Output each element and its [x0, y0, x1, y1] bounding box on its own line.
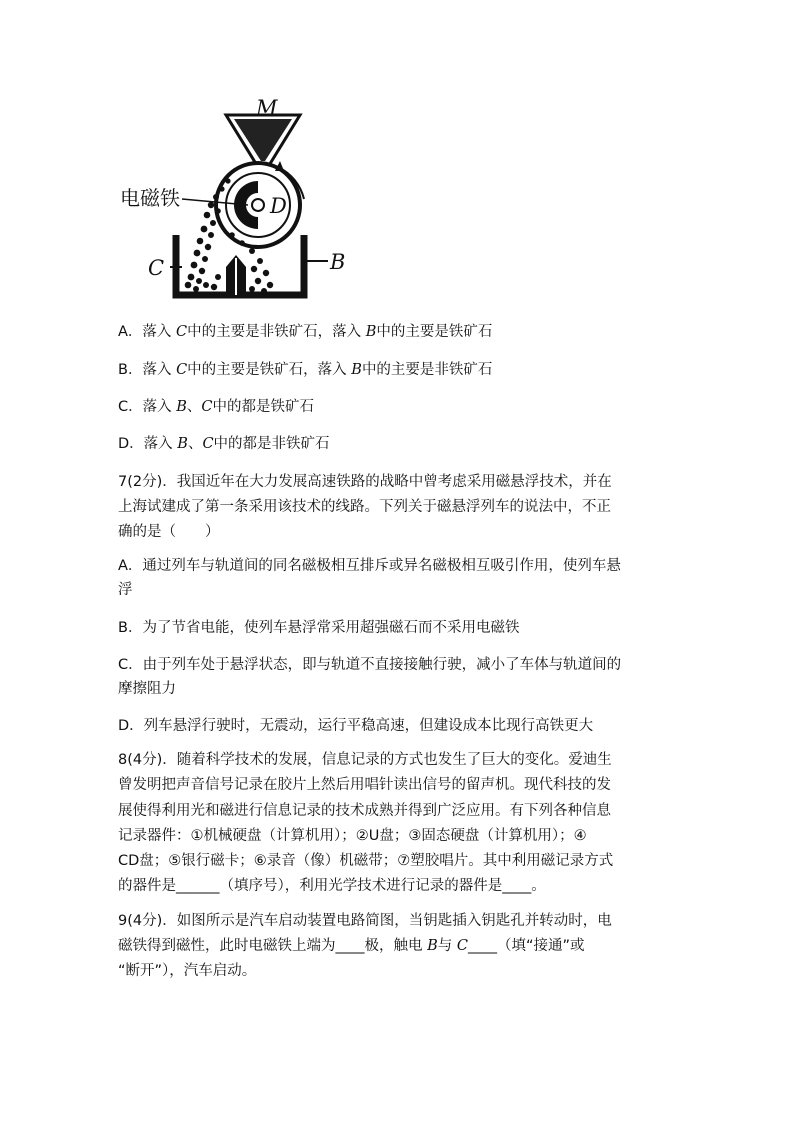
- drum-axle: [252, 199, 264, 211]
- q9-line-3: “断开”），汽车启动。: [118, 963, 257, 979]
- ore-separator-diagram: [118, 95, 363, 310]
- q9-line-2: 磁铁得到磁性，此时电磁铁上端为____极，触电 B与 C____（填“接通”或: [118, 938, 585, 954]
- label-d: D: [270, 194, 287, 218]
- q7-stem-line-1: 7(2分)．我国近年在大力发展高速铁路的战略中曾考虑采用磁悬浮技术，并在: [118, 474, 612, 490]
- q8-line-6: 的器件是______（填序号），利用光学技术进行记录的器件是____。: [118, 878, 546, 894]
- q6-option-c: C．落入 B、C中的都是铁矿石: [118, 399, 314, 415]
- q8-line-4: 记录器件：①机械硬盘（计算机用）；②U盘；③固态硬盘（计算机用）；④: [118, 828, 587, 844]
- q7-option-a-line-2: 浮: [118, 582, 133, 598]
- q7-option-d: D．列车悬浮行驶时，无震动，运行平稳高速，但建设成本比现行高铁更大: [118, 718, 594, 734]
- label-m: M: [256, 96, 278, 120]
- q8-line-3: 展使得利用光和磁进行信息记录的技术成熟并得到广泛应用。有下列各种信息: [118, 803, 611, 819]
- q7-option-c-line-1: C．由于列车处于悬浮状态，即与轨道不直接接触行驶，减小了车体与轨道间的: [118, 657, 622, 673]
- label-c: C: [148, 256, 165, 280]
- q7-stem-line-2: 上海试建成了第一条采用该技术的线路。下列关于磁悬浮列车的说法中，不正: [118, 499, 611, 515]
- q6-option-d: D．落入 B、C中的都是非铁矿石: [118, 436, 330, 452]
- q7-option-a-line-1: A．通过列车与轨道间的同名磁极相互排斥或异名磁极相互吸引作用，使列车悬: [118, 558, 621, 574]
- q6-option-a: A．落入 C中的主要是非铁矿石，落入 B中的主要是铁矿石: [118, 324, 493, 340]
- ore-separator-figure: [118, 95, 363, 310]
- label-b: B: [330, 250, 346, 274]
- q9-line-1: 9(4分)．如图所示是汽车启动装置电路简图，当钥匙插入钥匙孔并转动时，电: [118, 913, 612, 929]
- q7-stem-line-3: 确的是（ ）: [118, 524, 220, 540]
- q7-option-b: B．为了节省电能，使列车悬浮常采用超强磁石而不采用电磁铁: [118, 620, 520, 636]
- q6-option-b: B．落入 C中的主要是铁矿石，落入 B中的主要是非铁矿石: [118, 362, 493, 378]
- q7-option-c-line-2: 摩擦阻力: [118, 681, 176, 697]
- q8-line-1: 8(4分)．随着科学技术的发展，信息记录的方式也发生了巨大的变化。爱迪生: [118, 752, 612, 768]
- q8-line-5: CD盘；⑤银行磁卡；⑥录音（像）机磁带；⑦塑胶唱片。其中利用磁记录方式: [118, 853, 614, 869]
- q8-line-2: 曾发明把声音信号记录在胶片上然后用唱针读出信号的留声机。现代科技的发: [118, 777, 611, 793]
- label-electromagnet: 电磁铁: [120, 186, 180, 210]
